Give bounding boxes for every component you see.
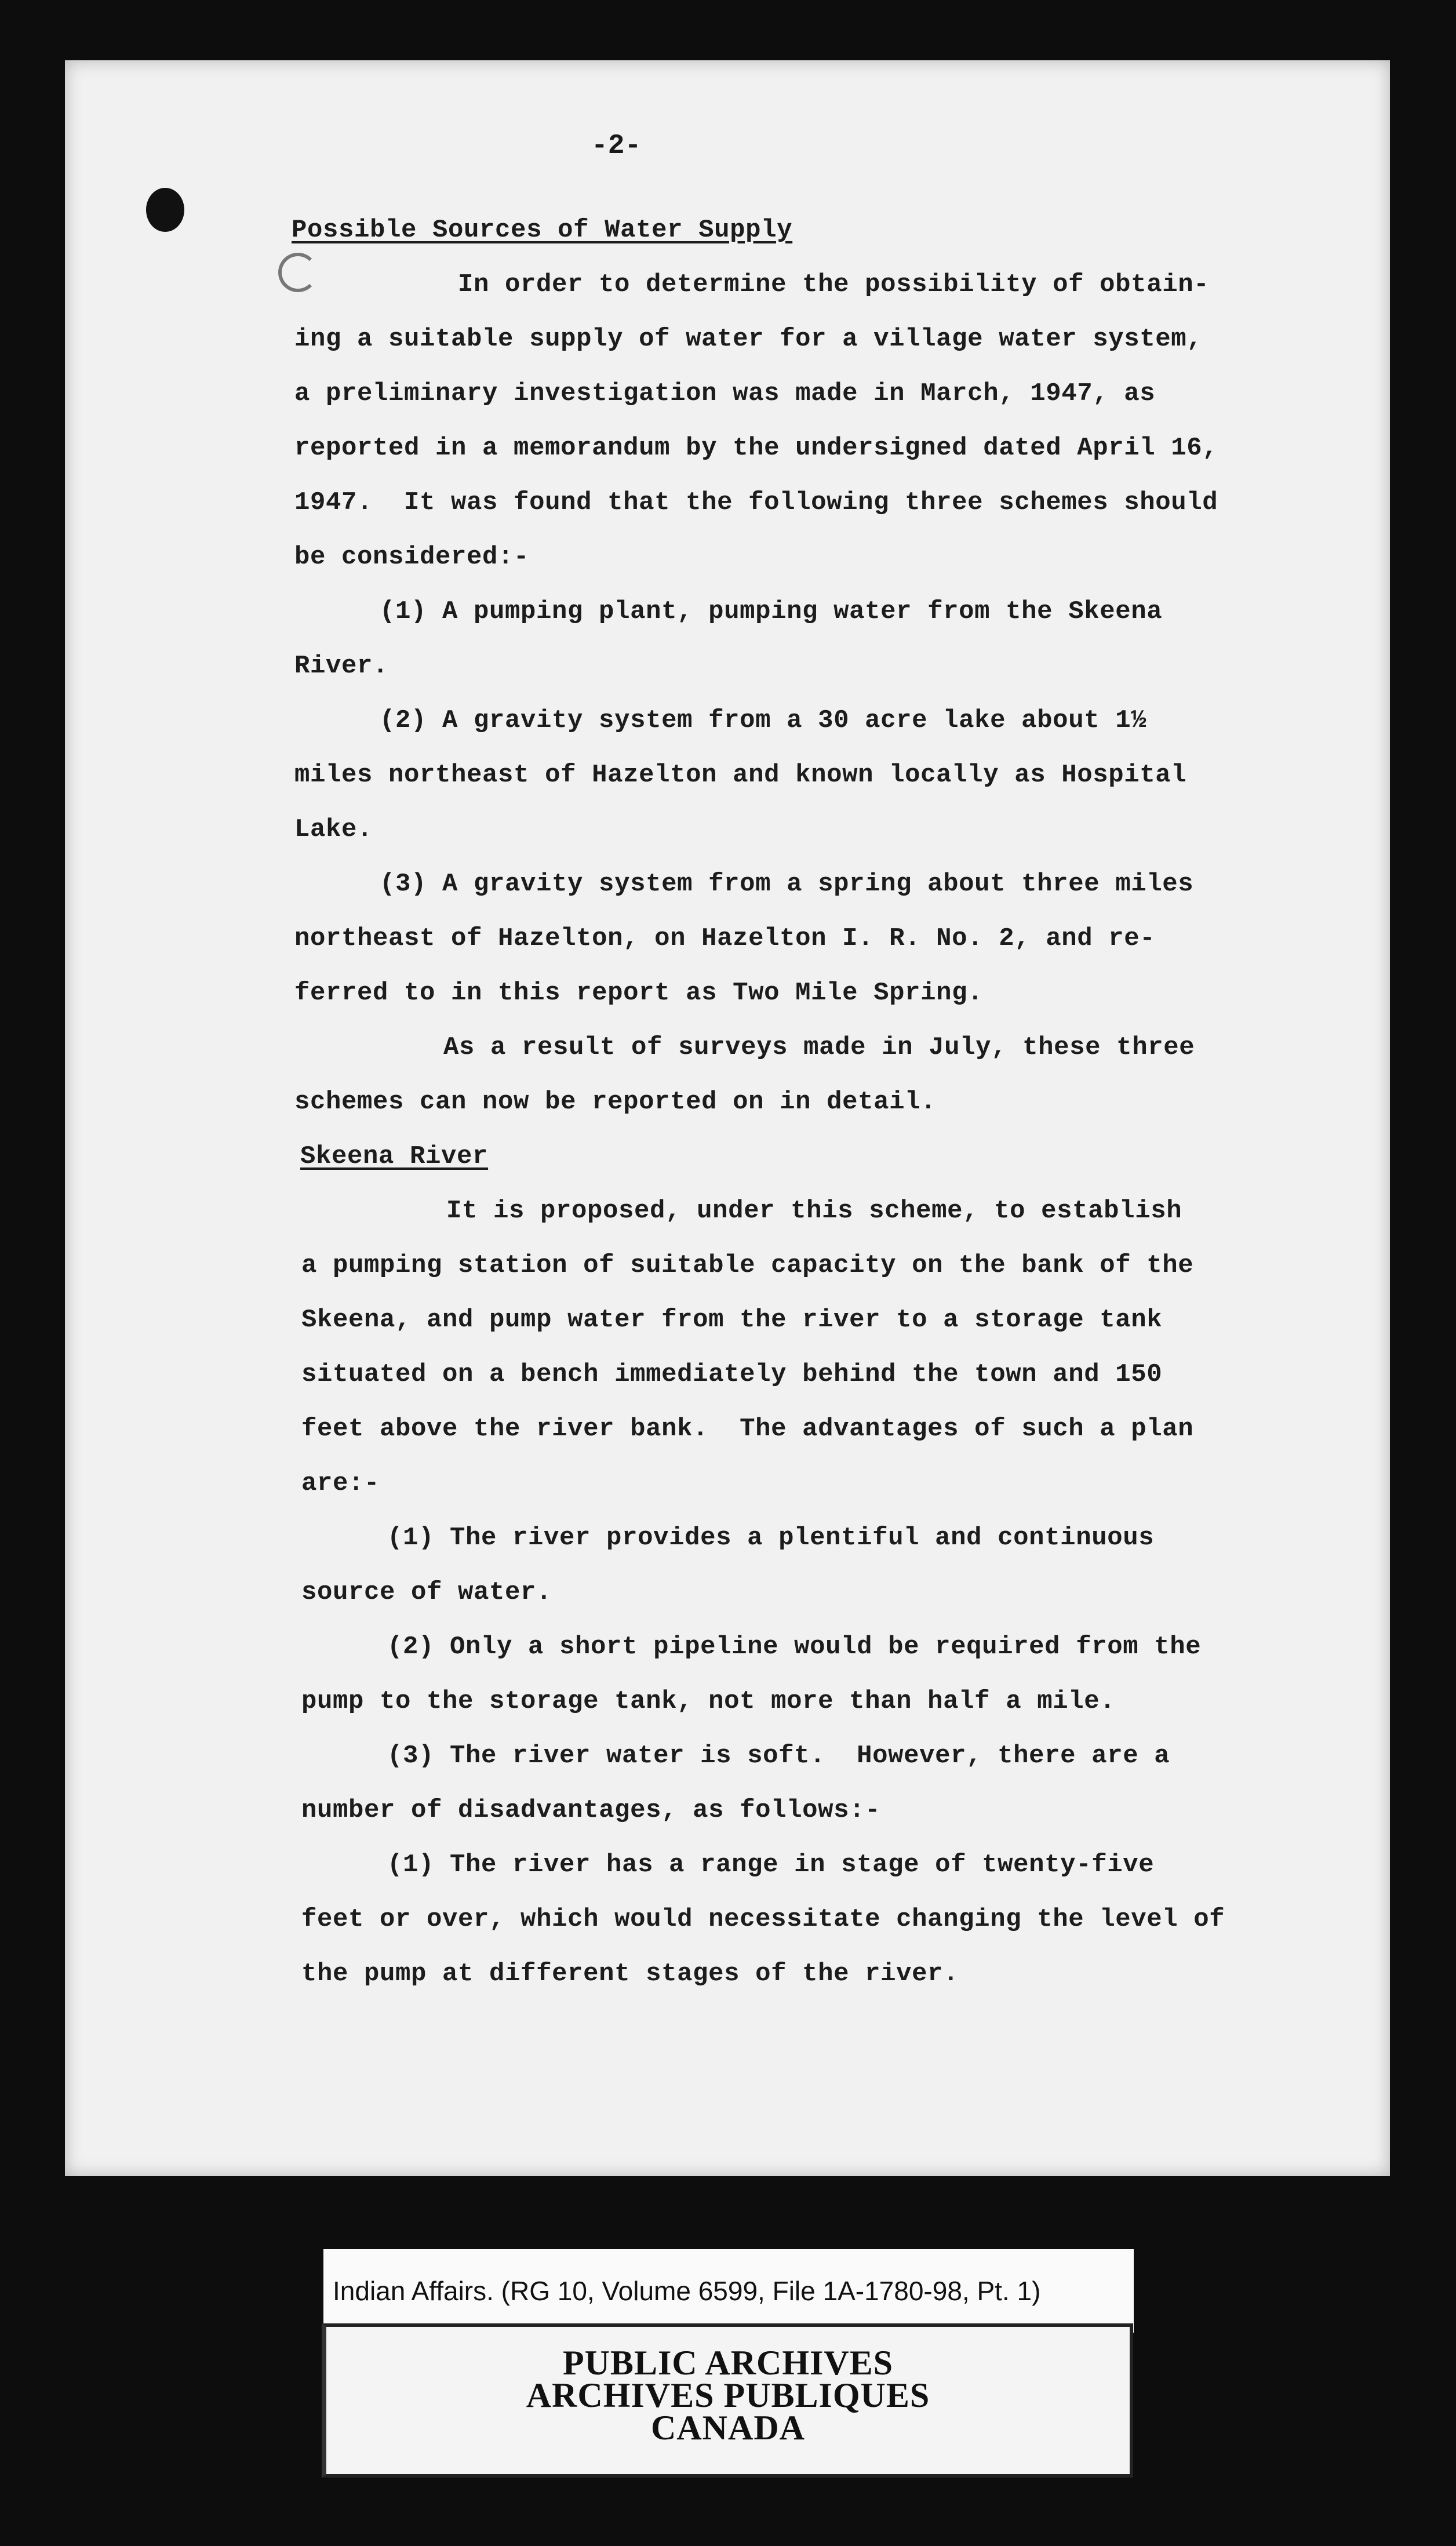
text-line: (3) A gravity system from a spring about three miles [380, 870, 1194, 899]
text-line: number of disadvantages, as follows:- [301, 1796, 881, 1825]
text-line: As a result of surveys made in July, these three [443, 1033, 1195, 1062]
text-line: ing a suitable supply of water for a village water system, [294, 325, 1203, 354]
text-line: situated on a bench immediately behind the town and 150 [301, 1360, 1163, 1389]
text-line: a pumping station of suitable capacity on the bank of the [301, 1251, 1194, 1280]
text-line: are:- [301, 1469, 380, 1498]
punch-hole-mark [278, 253, 318, 292]
section-heading: Skeena River [300, 1142, 489, 1171]
text-line: ferred to in this report as Two Mile Spring. [294, 979, 984, 1008]
text-line: (1) The river has a range in stage of twenty-five [387, 1850, 1155, 1879]
text-line: a preliminary investigation was made in March, 1947, as [294, 379, 1156, 408]
archive-reference-caption: Indian Affairs. (RG 10, Volume 6599, File 1A-1780-98, Pt. 1) [323, 2249, 1134, 2333]
text-line: pump to the storage tank, not more than half a mile. [301, 1687, 1116, 1716]
stamp-line: ARCHIVES PUBLIQUES [526, 2376, 930, 2414]
punch-hole [146, 188, 184, 232]
text-line: miles northeast of Hazelton and known locally as Hospital [294, 761, 1187, 790]
text-line: Lake. [294, 815, 373, 844]
text-line: feet above the river bank. The advantages of such a plan [301, 1414, 1194, 1443]
stamp-line: CANADA [651, 2409, 805, 2447]
text-line: reported in a memorandum by the undersigned dated April 16, [294, 434, 1218, 463]
page-number: -2- [591, 130, 642, 162]
text-line: the pump at different stages of the river. [301, 1959, 959, 1988]
text-line: source of water. [301, 1578, 552, 1607]
text-line: feet or over, which would necessitate changing the level of [301, 1905, 1225, 1934]
archives-stamp [322, 2323, 1133, 2478]
text-line: 1947. It was found that the following three schemes should [294, 488, 1218, 517]
text-line: In order to determine the possibility of obtain- [458, 270, 1210, 299]
text-line: northeast of Hazelton, on Hazelton I. R. No. 2, and re- [294, 924, 1156, 953]
text-line: River. [294, 652, 389, 681]
section-heading: Possible Sources of Water Supply [292, 216, 793, 245]
text-line: (2) Only a short pipeline would be required from the [387, 1632, 1202, 1661]
text-line: (3) The river water is soft. However, there are a [387, 1741, 1170, 1770]
text-line: (1) The river provides a plentiful and continuous [387, 1523, 1155, 1552]
stamp-line: PUBLIC ARCHIVES [562, 2344, 894, 2382]
text-line: It is proposed, under this scheme, to establish [446, 1196, 1182, 1225]
text-line: schemes can now be reported on in detail. [294, 1087, 937, 1116]
text-line: (2) A gravity system from a 30 acre lake about 1½ [380, 706, 1147, 735]
text-line: (1) A pumping plant, pumping water from the Skeena [380, 597, 1163, 626]
text-line: Skeena, and pump water from the river to a storage tank [301, 1305, 1163, 1334]
text-line: be considered:- [294, 543, 530, 572]
